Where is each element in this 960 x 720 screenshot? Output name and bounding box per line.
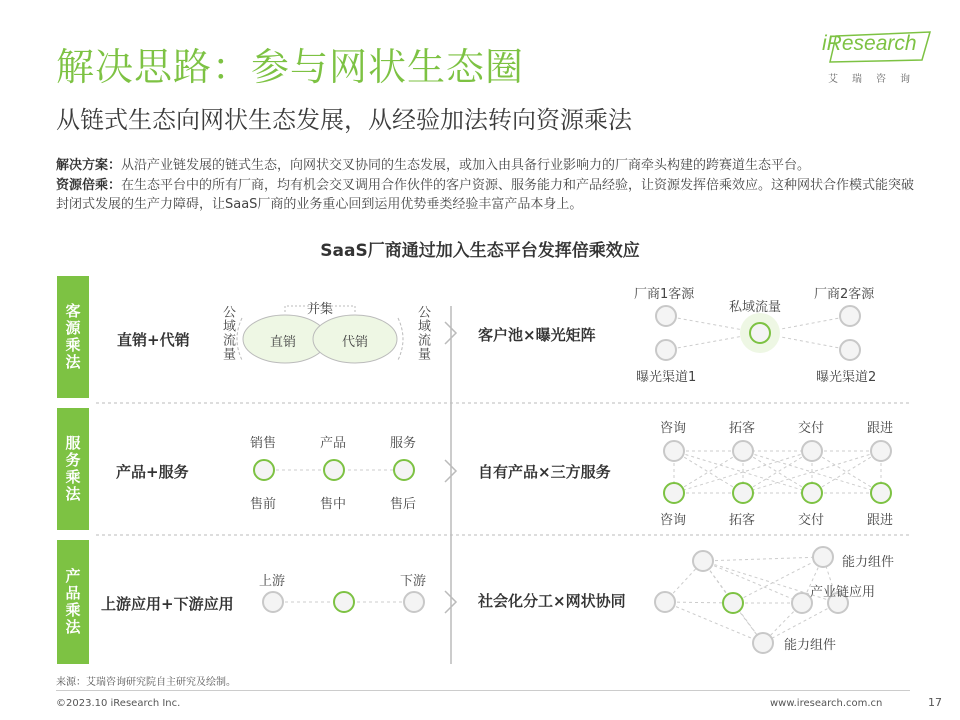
row-label-customer: 客源乘法 <box>57 276 89 398</box>
network-node-highlight <box>664 483 684 503</box>
footer-divider <box>56 690 910 691</box>
after-sales-label: 售后 <box>390 497 417 512</box>
chain-node <box>263 592 283 612</box>
own-product-title: 自有产品×三方服务 <box>478 463 611 481</box>
vendor2-customers-label: 厂商2客源 <box>814 287 875 302</box>
network-node-highlight <box>733 483 753 503</box>
capability-component-top-label: 能力组件 <box>842 555 895 570</box>
network-node-highlight <box>723 593 743 613</box>
network-node <box>664 441 684 461</box>
acquisition-top-label: 拓客 <box>729 421 756 436</box>
chain-node-highlight <box>334 592 354 612</box>
network-node <box>802 441 822 461</box>
page-number: 17 <box>928 696 942 709</box>
multiply-text: 在生态平台中的所有厂商，均有机会交叉调用合作伙伴的客户资源、服务能力和产品经验，让资源发挥倍乘效应。这种网状合作模式能突破封闭式发展的生产力障碍，让SaaS厂商的业务重心回到运用优势垂类经验丰富产品本身上。 <box>56 178 915 212</box>
followup-top-label: 跟进 <box>867 421 894 436</box>
private-traffic-label: 私域流量 <box>729 300 782 315</box>
network-node-highlight <box>750 323 770 343</box>
network-node <box>792 593 812 613</box>
service-network-edges <box>674 451 881 493</box>
chain-node <box>394 460 414 480</box>
network-node <box>656 340 676 360</box>
chain-node <box>404 592 424 612</box>
union-label: 并集 <box>307 302 334 317</box>
logo-sub-text: 艾瑞咨询 <box>828 74 924 85</box>
consulting-top-label: 咨询 <box>660 421 687 436</box>
copyright: ©2023.10 iResearch Inc. <box>56 698 181 709</box>
chain-node <box>254 460 274 480</box>
network-node <box>733 441 753 461</box>
bracket-left <box>237 318 242 360</box>
network-node <box>840 306 860 326</box>
page-subtitle: 从链式生态向网状生态发展，从经验加法转向资源乘法 <box>56 106 632 134</box>
exposure-channel1-label: 曝光渠道1 <box>636 370 697 385</box>
product-plus-service-title: 产品+服务 <box>116 463 189 481</box>
network-node <box>871 441 891 461</box>
exposure-channel2-label: 曝光渠道2 <box>816 370 877 385</box>
solution-label: 解决方案： <box>56 158 122 173</box>
network-node <box>840 340 860 360</box>
network-node <box>656 306 676 326</box>
public-traffic-right: 公域流量 <box>415 305 430 361</box>
chain-node <box>324 460 344 480</box>
network-node-highlight <box>802 483 822 503</box>
customer-pool-title: 客户池×曝光矩阵 <box>478 326 596 344</box>
network-node <box>655 592 675 612</box>
direct-sales-label: 直销 <box>270 335 297 350</box>
capability-component-bottom-label: 能力组件 <box>784 638 837 653</box>
sales-label: 销售 <box>250 436 277 451</box>
delivery-bottom-label: 交付 <box>798 513 825 528</box>
in-sales-label: 售中 <box>320 497 347 512</box>
upstream-downstream-title: 上游应用+下游应用 <box>101 595 234 613</box>
network-node-highlight <box>871 483 891 503</box>
network-node <box>753 633 773 653</box>
social-division-title: 社会化分工×网状协同 <box>478 592 626 610</box>
downstream-label: 下游 <box>400 574 427 589</box>
upstream-label: 上游 <box>259 574 286 589</box>
vendor1-customers-label: 厂商1客源 <box>634 287 695 302</box>
bracket-right <box>398 318 403 360</box>
delivery-top-label: 交付 <box>798 421 825 436</box>
page-title: 解决思路：参与网状生态圈 <box>56 45 525 89</box>
product-label: 产品 <box>320 436 347 451</box>
network-node <box>693 551 713 571</box>
multiply-label: 资源倍乘： <box>56 178 122 193</box>
consulting-bottom-label: 咨询 <box>660 513 687 528</box>
logo-brand-text: iResearch <box>822 32 917 55</box>
service-label: 服务 <box>390 436 417 451</box>
network-node <box>813 547 833 567</box>
public-traffic-left: 公域流量 <box>220 305 235 361</box>
row-label-service: 服务乘法 <box>57 408 89 530</box>
acquisition-bottom-label: 拓客 <box>729 513 756 528</box>
followup-bottom-label: 跟进 <box>867 513 894 528</box>
pre-sales-label: 售前 <box>250 497 277 512</box>
solution-text: 从沿产业链发展的链式生态，向网状交叉协同的生态发展，或加入由具备行业影响力的厂商牵头构建的跨赛道生态平台。 <box>121 158 811 173</box>
direct-plus-agency-title: 直销+代销 <box>117 331 190 349</box>
row-label-product: 产品乘法 <box>57 540 89 664</box>
agency-sales-label: 代销 <box>342 335 369 350</box>
industry-chain-app-label: 产业链应用 <box>810 585 876 600</box>
source-note: 来源：艾瑞咨询研究院自主研究及绘制。 <box>56 677 236 688</box>
website-url: www.iresearch.com.cn <box>770 698 883 709</box>
chart-title: SaaS厂商通过加入生态平台发挥倍乘效应 <box>320 241 640 261</box>
